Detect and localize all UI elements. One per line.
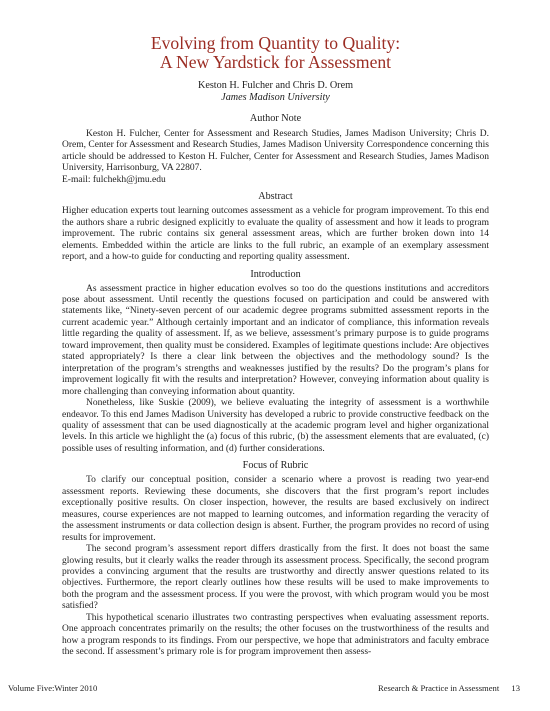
footer-volume: Volume Five:Winter 2010 (8, 683, 98, 693)
focus-heading: Focus of Rubric (242, 460, 309, 472)
abstract-text: Higher education experts tout learning outcomes assessment as a vehicle for program improvement. To this end the authors share a rubric designed explicitly to evaluate the quality of assessment and how it leads to program improvement. The rubric contains six general assessment areas, which are further broken down into 14 elements. Embedded within the article are links to the full rubric, an example of an exemplary assessment report, and a how-to guide for conducting and reporting quality assessment. (62, 206, 489, 263)
introduction-paragraph-2: Nonetheless, like Suskie (2009), we believe evaluating the integrity of assessment is a worthwhile endeavor. To this end James Madison University has developed a rubric to provide constructive feedback on the quality of assessment that can be used diagnostically at the academic program level and higher organizational levels. In this article we highlight the (a) focus of this rubric, (b) the assessment elements that are evaluated, (c) possible uses of resulting information, and (d) further considerations. (62, 398, 489, 454)
footer-page-number: 13 (511, 683, 520, 693)
article-title (62, 34, 489, 72)
author-names: Keston H. Fulcher and Chris D. Orem (197, 80, 354, 91)
focus-paragraph-3: This hypothetical scenario illustrates two contrasting perspectives when evaluating assessment reports. One approach concentrates primarily on the results; the other focuses on the trustworthiness of the results and how a program responds to its findings. From our perspective, we hope that administrators and faculty embrace the second. If assessment’s primary role is for program improvement then assess- (62, 612, 489, 658)
introduction-heading: Introduction (250, 268, 301, 280)
introduction-paragraph-1: As assessment practice in higher education evolves so too do the questions institutions and accreditors pose about assessment. Until recently the questions focused on participation and could be answered with statements like, “Ninety-seven percent of our academic degree programs submitted assessment reports in the current academic year.” Although certainly important and an indicator of compliance, this information reveals little regarding the quality of assessment. If, as we believe, assessment’s primary purpose is to guide programs toward improvement, then quality must be considered. Examples of legitimate questions include: Are objectives stated appropriately? Is there a clear link between the objectives and the methodology sound? Is the interpretation of the program’s strengths and weaknesses justified by the results? Do the program’s plans for improvement logically fit with the results and interpretation? However, conveying information about quality is more challenging than conveying information about quantity. (62, 283, 489, 397)
author-note-text: Keston H. Fulcher, Center for Assessment and Research Studies, James Madison University; Chris D. Orem, Center for Assessment and Research Studies, James Madison University Correspondence concerning this article should be addressed to Keston H. Fulcher, Center for Assessment and Research Studies, James Madison University, Harrisonburg, VA 22807. (62, 129, 489, 174)
title-line-2: A New Yardstick for Assessment (159, 52, 392, 72)
author-email: E-mail: fulchekh@jmu.edu (62, 174, 166, 185)
author-affiliation: James Madison University (221, 92, 330, 103)
page-footer (8, 683, 520, 693)
footer-right (368, 683, 520, 693)
footer-journal: Research & Practice in Assessment (378, 683, 500, 693)
article-page (62, 34, 489, 659)
title-line-1: Evolving from Quantity to Quality: (150, 33, 401, 53)
focus-paragraph-2: The second program’s assessment report differs drastically from the first. It does not boast the same glowing results, but it clearly walks the reader through its assessment process. Specifically, the second program provides a convincing argument that the results are trustworthy and directly answer questions related to its objectives. Furthermore, the report clearly outlines how these results will be used to make improvements to both the program and the assessment process. If you were the provost, with which program would you be most satisfied? (62, 544, 489, 612)
author-note-heading: Author Note (249, 113, 302, 124)
abstract-heading: Abstract (258, 191, 293, 203)
focus-paragraph-1: To clarify our conceptual position, consider a scenario where a provost is reading two year-end assessment reports. Reviewing these documents, she discovers that the first program’s report includes exceptionally positive results. On closer inspection, however, the results are based exclusively on indirect measures, course experiences are not mapped to learning outcomes, and information regarding the veracity of the assessment instruments or data collection design is absent. Further, the program provides no record of using results for improvement. (62, 475, 489, 543)
